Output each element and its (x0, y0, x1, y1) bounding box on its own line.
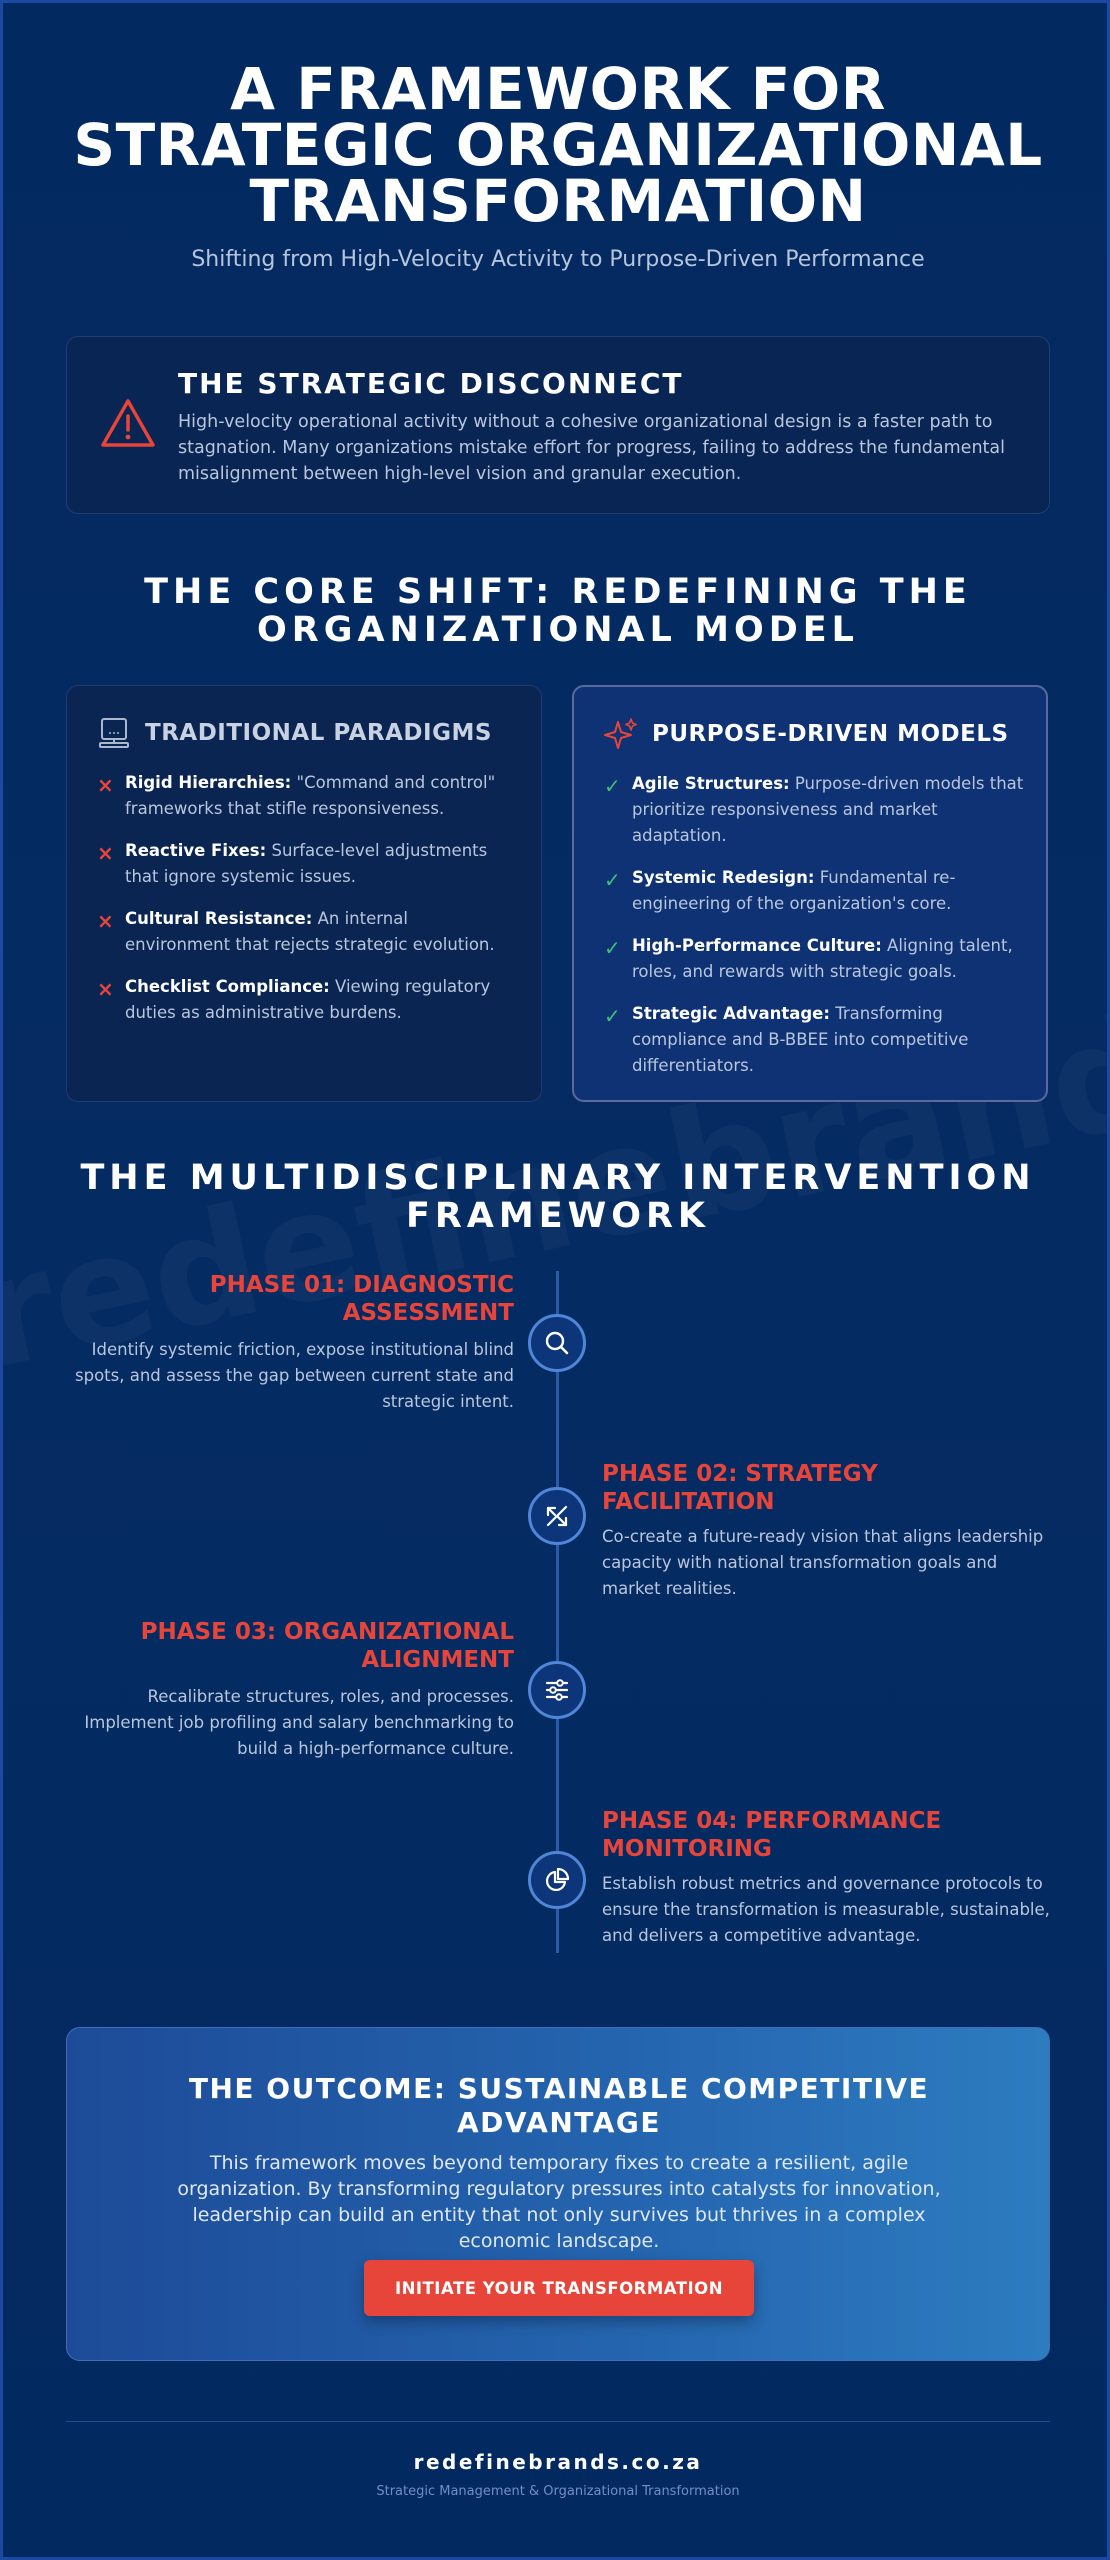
outcome-card (66, 2027, 1050, 2361)
traditional-header (97, 716, 492, 750)
traditional-list (97, 770, 517, 1042)
purpose-title: PURPOSE-DRIVEN MODELS (652, 721, 1009, 747)
sliders-icon (543, 1676, 571, 1704)
core-shift-title: THE CORE SHIFT: REDEFINING THE ORGANIZATIONAL MODEL (144, 572, 972, 650)
page-subtitle: Shifting from High-Velocity Activity to Purpose-Driven Performance (191, 247, 925, 272)
list-item: ✓ Systemic Redesign: Fundamental re-engineering of the organization's core. (604, 868, 956, 913)
phase-description: Identify systemic friction, expose institutional blind spots, and assess the gap between current state and strategic intent. (75, 1340, 514, 1411)
footer-divider (66, 2421, 1050, 2422)
list-item: × Cultural Resistance: An internal environment that rejects strategic evolution. (97, 909, 495, 954)
cross-icon: × (97, 909, 114, 933)
disconnect-body: High-velocity operational activity without a cohesive organizational design is a faster path to stagnation. Many organizations mistake effort for progress, failing to address the fundamental misalignment between high-level vision and granular execution. (178, 412, 1005, 484)
phase-title: PHASE 01: DIAGNOSTIC ASSESSMENT (209, 1272, 514, 1326)
phase-description: Recalibrate structures, roles, and processes. Implement job profiling and salary benchmarking to build a high-performance culture. (84, 1687, 514, 1758)
check-icon: ✓ (604, 774, 621, 798)
purpose-header (604, 717, 1009, 751)
list-item: × Checklist Compliance: Viewing regulatory duties as administrative burdens. (97, 977, 491, 1022)
list-item: ✓ High-Performance Culture: Aligning talent, roles, and rewards with strategic goals. (604, 936, 1013, 981)
cross-icon: × (97, 841, 114, 865)
footer-tagline: Strategic Management & Organizational Transformation (376, 2484, 740, 2499)
pie-chart-icon (543, 1866, 571, 1894)
check-icon: ✓ (604, 1004, 621, 1028)
phase-description: Co-create a future-ready vision that aligns leadership capacity with national transformation goals and market realities. (602, 1527, 1044, 1598)
disconnect-title: THE STRATEGIC DISCONNECT (178, 367, 684, 400)
phase-03-node (528, 1661, 586, 1719)
phase-04 (602, 1807, 1050, 1949)
cross-icon: × (97, 773, 114, 797)
list-item: × Rigid Hierarchies: "Command and control" frameworks that stifle responsiveness. (97, 773, 496, 818)
header (63, 55, 1053, 272)
outcome-title: THE OUTCOME: SUSTAINABLE COMPETITIVE ADVANTAGE (188, 2072, 930, 2139)
footer-brand: redefinebrands.co.za (413, 2450, 703, 2474)
outcome-body: This framework moves beyond temporary fixes to create a resilient, agile organization. By transforming regulatory pressures into catalysts for innovation, leadership can build an entity that not only survives but thrives in a complex economic landscape. (177, 2152, 941, 2252)
phase-02-node (528, 1487, 586, 1545)
warning-triangle-icon (99, 397, 157, 449)
purpose-driven-models-card (572, 685, 1048, 1102)
traditional-paradigms-card (66, 685, 542, 1102)
phase-03 (66, 1618, 514, 1762)
phase-04-node (528, 1851, 586, 1909)
traditional-title: TRADITIONAL PARADIGMS (145, 720, 492, 746)
sparkle-icon (604, 717, 638, 751)
phase-title: PHASE 04: PERFORMANCE MONITORING (602, 1808, 942, 1862)
phase-02 (602, 1460, 1050, 1602)
cross-icon: × (97, 977, 114, 1001)
list-item: × Reactive Fixes: Surface-level adjustments that ignore systemic issues. (97, 841, 488, 886)
phase-title: PHASE 03: ORGANIZATIONAL ALIGNMENT (140, 1619, 514, 1673)
strategic-disconnect-card (66, 336, 1050, 514)
initiate-transformation-button[interactable]: INITIATE YOUR TRANSFORMATION (364, 2260, 754, 2316)
list-item: ✓ Agile Structures: Purpose-driven models that prioritize responsiveness and market adaptation. (604, 774, 1024, 845)
purpose-list (604, 771, 1024, 1095)
phase-01-node (528, 1314, 586, 1372)
check-icon: ✓ (604, 868, 621, 892)
monitor-desk-icon (97, 716, 131, 750)
phase-title: PHASE 02: STRATEGY FACILITATION (602, 1461, 878, 1515)
page-title: A FRAMEWORK FOR STRATEGIC ORGANIZATIONAL TRANSFORMATION (73, 55, 1043, 235)
strategy-arrows-icon (543, 1502, 571, 1530)
check-icon: ✓ (604, 936, 621, 960)
framework-title: THE MULTIDISCIPLINARY INTERVENTION FRAMEWORK (80, 1158, 1036, 1236)
phase-description: Establish robust metrics and governance protocols to ensure the transformation is measurable, sustainable, and delivers a competitive advantage. (602, 1874, 1050, 1945)
search-icon (543, 1329, 571, 1357)
phase-01 (66, 1271, 514, 1415)
list-item: ✓ Strategic Advantage: Transforming compliance and B-BBEE into competitive differentiators. (604, 1004, 969, 1075)
